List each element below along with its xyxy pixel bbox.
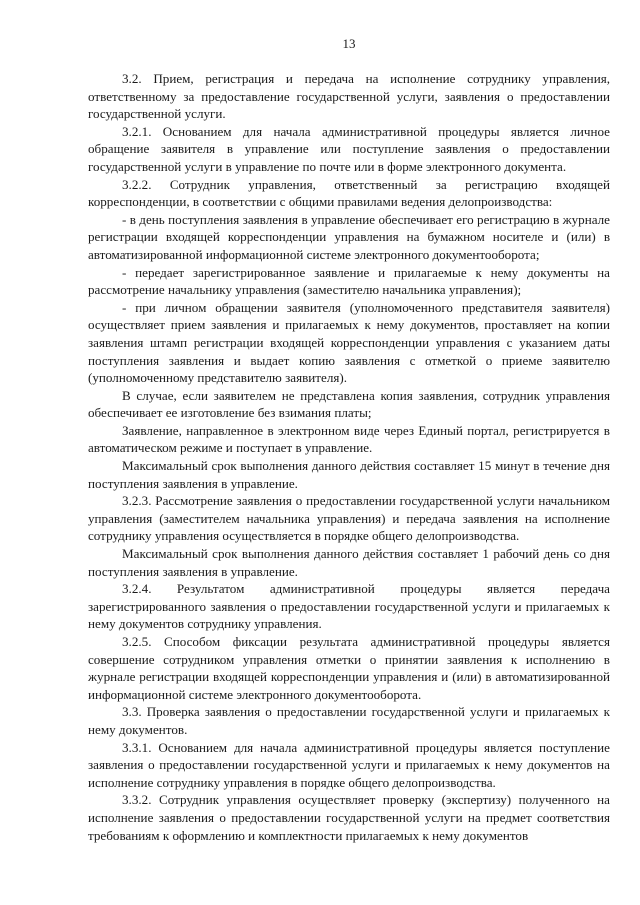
paragraph-3-2-4: 3.2.4. Результатом административной процедуры является передача зарегистрированного заявления о предоставлении государственной услуги и прилагаемых к нему документов сотруднику управления. — [88, 581, 610, 632]
list-item-registration: - в день поступления заявления в управление обеспечивает его регистрацию в журнале регистрации входящей корреспонденции управления на бумажном носителе и (или) в автоматизированной информационной системе электронного документооборота; — [88, 211, 610, 262]
paragraph-3-3: 3.3. Проверка заявления о предоставлении государственной услуги и прилагаемых к нему документов. — [88, 704, 610, 737]
paragraph-3-2-1: 3.2.1. Основанием для начала административной процедуры является личное обращение заявителя в управление или поступление заявления о предоставлении государственной услуги в управление по почте или в форме электронного документа. — [88, 123, 610, 174]
paragraph-3-2: 3.2. Прием, регистрация и передача на исполнение сотруднику управления, ответственному за предоставление государственной услуги, заявления о предоставлении государственной услуги. — [88, 71, 610, 122]
paragraph-3-2-2: 3.2.2. Сотрудник управления, ответственный за регистрацию входящей корреспонденции, в соответствии с общими правилами ведения делопроизводства: — [88, 176, 610, 210]
paragraph-3-3-2: 3.3.2. Сотрудник управления осуществляет проверку (экспертизу) полученного на исполнение заявления о предоставлении государственной услуги на предмет соответствия требованиям к оформлению и комплектности прилагаемых к нему документов — [88, 792, 610, 843]
paragraph-3-3-1: 3.3.1. Основанием для начала административной процедуры является поступление заявления о предоставлении государственной услуги и прилагаемых к нему документов на исполнение сотруднику управления в порядке общего делопроизводства. — [88, 739, 610, 790]
list-item-transfer: - передает зарегистрированное заявление и прилагаемые к нему документы на рассмотрение начальнику управления (заместителю начальника управления); — [88, 264, 610, 298]
paragraph-3-2-5: 3.2.5. Способом фиксации результата административной процедуры является совершение сотрудником управления отметки о принятии заявления к исполнению в журнале регистрации входящей корреспонденции управления и (или) в автоматизированной информационной системе электронного документооборота. — [88, 634, 610, 702]
page-number: 13 — [342, 36, 356, 51]
list-item-personal-visit: - при личном обращении заявителя (уполномоченного представителя заявителя) осуществляет прием заявления и прилагаемых к нему документов, проставляет на копии заявления штамп регистрации входящей корреспонденции управления с указанием даты поступления заявления и выдает копию заявления с отметкой о приеме заявителю (уполномоченному представителю заявителя). — [88, 299, 610, 386]
paragraph-electronic: Заявление, направленное в электронном виде через Единый портал, регистрируется в автоматическом режиме и поступает в управление. — [88, 422, 610, 456]
paragraph-copy-missing: В случае, если заявителем не представлена копия заявления, сотрудник управления обеспечивает ее изготовление без взимания платы; — [88, 387, 610, 421]
paragraph-3-2-3: 3.2.3. Рассмотрение заявления о предоставлении государственной услуги начальником управления (заместителем начальника управления) и передача заявления на исполнение сотруднику управления осуществляется в порядке общего делопроизводства. — [88, 493, 610, 544]
paragraph-max-time-1-day: Максимальный срок выполнения данного действия составляет 1 рабочий день со дня поступления заявления в управление. — [88, 546, 610, 579]
paragraph-max-time-15: Максимальный срок выполнения данного действия составляет 15 минут в течение дня поступления заявления в управление. — [88, 458, 610, 491]
